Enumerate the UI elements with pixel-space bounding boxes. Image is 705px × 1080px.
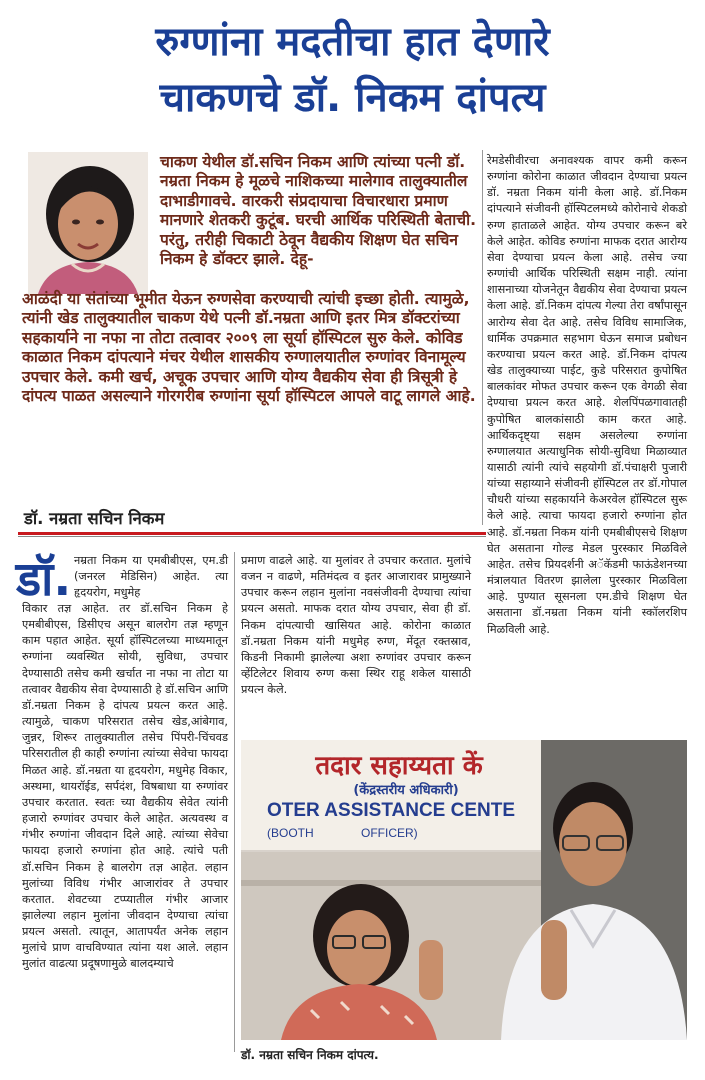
- headline: [0, 14, 705, 126]
- intro-paragraph-bottom: आळंदी या संतांच्या भूमीत येऊन रुग्णसेवा करण्याची त्यांची इच्छा होती. त्यामुळे, त्यांनी खेड तालुक्यातील चाकण येथे पत्नी डॉ.नम्रता आणि इतर मित्र डॉक्टरांच्या सहकार्याने ना नफा ना तोटा तत्वावर २००९ ला सूर्या हॉस्पिटल सुरु केले. कोविड काळात निकम दांपत्याने मंचर येथील शासकीय रुग्णालयातील रुग्णांवर विनामूल्य उपचार केले. कमी खर्च, अचूक उपचार आणि योग्य वैद्यकीय सेवा ही त्रिसूत्री हे दांपत्य पाळत असल्याने गोरगरीब रुग्णांना सूर्या हॉस्पिटल आपले वाटू लागले आहे.: [22, 290, 476, 406]
- byline: डॉ. नम्रता सचिन निकम: [24, 509, 165, 528]
- article-column-1: विकार तज्ञ आहेत. तर डॉ.सचिन निकम हे एमबीबीएस, डिसीएच असून बालरोग तज्ञ म्हणून काम पहात आहेत. सूर्या हॉस्पिटलच्या माध्यमातून रुग्णांना व्यवस्थित सोयी, सुविधा, उपचार देण्यासाठी तसेच कमी खर्चात ना नफा ना तोटा या तत्वावर वैद्यकीय सेवा देण्यासाठी हे डॉ.सचिन आणि डॉ.नम्रता निकम हे दांपत्य प्रयत्न करत आहे. त्यामुळे, चाकण परिसरात तसेच खेड,आंबेगाव, जुन्नर, शिरूर तालुक्यातील तसेच पिंपरी-चिंचवड परिसरातील ही काही रुग्णांना त्यांच्या सेवेचा फायदा मिळत आहे. डॉ.नम्रता या हृदयरोग, मधुमेह विकार, अस्थमा, थायरॉईड, सर्पदंश, विषबाधा या रुग्णांवर उपचार करतात. स्वतः च्या वैद्यकीय सेवेत त्यांनी हजारो रुग्णांवर उपचार केले आहेत. अत्यवस्थ व गंभीर रुग्णांना जीवदान दिले आहे. त्यांच्या सेवेचा फायदा हजारो रुग्णांना होत आहे. त्यांचे पती डॉ.सचिन निकम हे बालरोग तज्ञ आहेत. लहान मुलांच्या विविध गंभीर आजारांवर ते उपचार करतात. शेवटच्या टप्प्यातील गंभीर आजार झालेल्या लहान मुलांना जीवदान देण्याचा त्यांचा प्रयत्न असतो. त्यातून, आतापर्यंत अनेक लहान मुलांचे प्राण वाचविण्यात त्यांना यश आले. लहान मुलांत वाढत्या प्रदूषणामुळे बालदम्याचे: [22, 602, 228, 971]
- article-column-3: रेमडेसीवीरचा अनावश्यक वापर कमी करून रुग्णांना कोरोना काळात जीवदान देण्याचा प्रयत्न डॉ. नम्रता निकम यांनी केला आहे. डॉ.निकम दांपत्याने संजीवनी हॉस्पिटलमध्ये कोरोनाचे शेकडो रुग्ण हाताळले आहेत. योग्य उपचार करून बरे केले आहेत. कोविड रुग्णांना माफक दरात आरोग्य सेवा देण्याचा प्रयत्न केला आहे. तसेच ज्या रुग्णांची आर्थिक परिस्थिती सक्षम नाही. त्यांना शासनाच्या योजनेतून वैद्यकीय सेवा देण्याचा प्रयत्न केला आहे. डॉ.निकम दांपत्य गेल्या तेरा वर्षांपासून आरोग्य सेवा देत आहे. तसेच विविध सामाजिक, धार्मिक उपक्रमात सहभाग घेऊन समाज प्रबोधन करण्याचा प्रयत्न करत आहे. डॉ.निकम दांपत्य खेड तालुक्याच्या पाईट, कुडे परिसरात कुपोषित बालकांवर मोफत उपचार करून एक वेगळी सेवा देण्याचा प्रयत्न करत आहे. शेलपिंपळगावातही कुपोषित बालकांसाठी काम करत आहे. आर्थिकदृष्ट्या सक्षम असलेल्या रुग्णांना रुग्णालयात अत्याधुनिक सोयी-सुविधा मिळाव्यात यासाठी त्यांनी त्यांचे सहयोगी डॉ.पंचाक्षरी पुजारी यांच्या सहाय्याने संजीवनी हॉस्पिटल तर डॉ.गोपाल चौधरी यांच्या सहकार्याने केअरवेल हॉस्पिटल सुरू केले आहे. त्याचा फायदा हजारो रुग्णांना होत आहे. डॉ.नम्रता निकम यांनी एमबीबीएसचे शिक्षण घेत असताना गोल्ड मेडल पुरस्कार मिळविले आहेत. तसेच प्रियदर्शनी अॅकॅडमी फाऊंडेशनच्या मंत्रालयात वितरण झालेला पुरस्कार मिळविला आहे. पुण्यात सूसनला एम.डीचे शिक्षण घेत असताना डॉ.नम्रता निकम यांनी स्कॉलरशिप मिळविली आहे.: [487, 154, 687, 636]
- banner-english: OTER ASSISTANCE CENTE: [266, 800, 516, 821]
- drop-cap: डॉ.: [16, 552, 72, 607]
- article-column-1-start: नम्रता निकम या एमबीबीएस, एम.डी (जनरल मेडिसिन) आहेत. त्या हृदयरोग, मधुमेह: [74, 554, 228, 600]
- banner-officer: OFFICER): [361, 826, 418, 840]
- banner-booth: (BOOTH: [267, 826, 314, 840]
- photo-caption: डॉ. नम्रता सचिन निकम दांपत्य.: [241, 1048, 379, 1062]
- byline-rule-thin: [18, 536, 486, 537]
- portrait-photo: [28, 152, 148, 294]
- column-divider: [234, 552, 235, 1052]
- banner-subheading: (केंद्रस्तरीय अधिकारी): [353, 783, 459, 798]
- byline-rule: [18, 532, 486, 535]
- couple-photo: [241, 740, 687, 1040]
- headline-line-1: रुग्णांना मदतीचा हात देणारे: [155, 19, 550, 65]
- headline-line-2: चाकणचे डॉ. निकम दांपत्य: [159, 75, 546, 121]
- column-divider: [482, 150, 483, 525]
- article-column-2: प्रमाण वाढले आहे. या मुलांवर ते उपचार करतात. मुलांचे वजन न वाढणे, मतिमंदत्व व इतर आजारावर प्रामुख्याने उपचार करून लहान मुलांना नवसंजीवनी देण्याचा त्यांचा प्रयत्न असतो. माफक दरात योग्य उपचार, सेवा ही डॉ. निकम दांपत्याची खासियत आहे. कोरोना काळात डॉ.नम्रता निकम यांनी मधुमेह रुग्ण, मेंदूत रक्तस्राव, किडनी निकामी झालेल्या अशा रुग्णांवर उपचार करून व्हेंटिलेटर शिवाय रुग्ण कसा स्थिर राहू शकेल यासाठी प्रयत्न केले.: [241, 554, 471, 697]
- intro-paragraph-top: चाकण येथील डॉ.सचिन निकम आणि त्यांच्या पत्नी डॉ. नम्रता निकम हे मूळचे नाशिकच्या मालेगाव तालुक्यातील दाभाडीगावचे. वारकरी संप्रदायाचा विचारधारा प्रमाण मानणारे शेतकरी कुटूंब. घरची आर्थिक परिस्थिती बेताची. परंतु, तरीही चिकाटी ठेवून वैद्यकीय शिक्षण घेत सचिन निकम हे डॉक्टर झाले. देहू-: [160, 153, 477, 269]
- banner-heading: तदार सहाय्यता कें: [315, 751, 483, 781]
